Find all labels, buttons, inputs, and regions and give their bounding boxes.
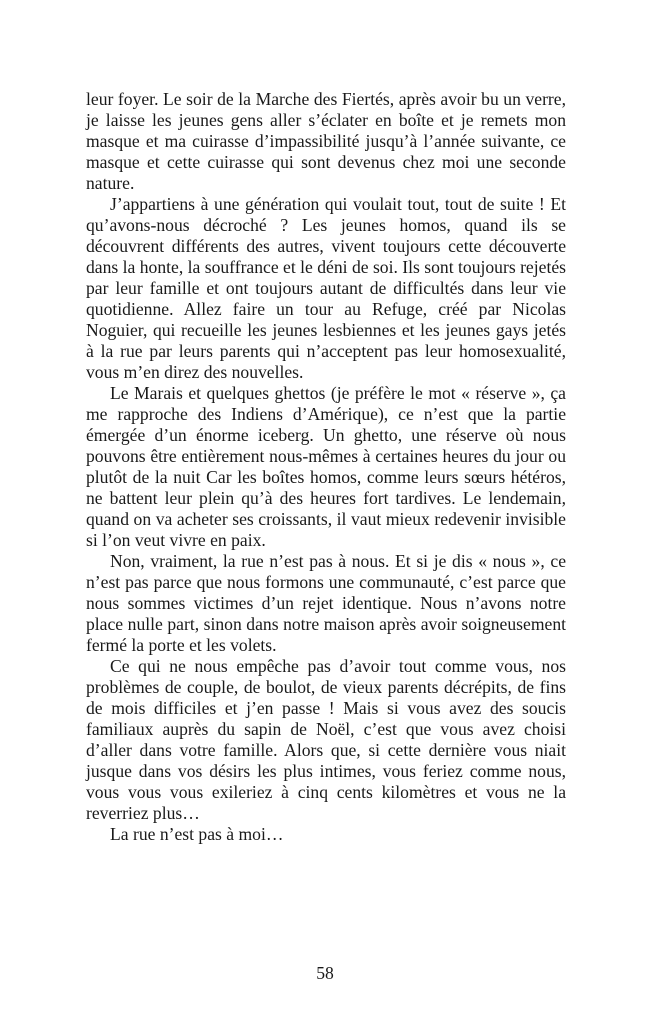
page-number: 58 (316, 963, 334, 983)
paragraph-6: La rue n’est pas à moi… (110, 824, 284, 844)
paragraph-5: Ce qui ne nous empêche pas d’avoir tout comme vous, nos problèmes de couple, de boulot, de vieux parents décrépits, de fins de mois difficiles et j’en passe ! Mais si vous avez des soucis familiaux auprès du sapin de Noël, c’est que vous avez choisi d’aller dans votre famille. Alors que, si cette dernière vous niait jusque dans vos désirs les plus intimes, vous feriez comme nous, vous vous vous exileriez à cinq cents kilomètres et vous ne la reverriez plus… (86, 656, 566, 823)
paragraph-2: J’appartiens à une génération qui voulait tout, tout de suite ! Et qu’avons-nous décroché ? Les jeunes homos, quand ils se découvrent différents des autres, vivent toujours cette découverte dans la honte, la souffrance et le déni de soi. Ils sont toujours rejetés par leur famille et ont toujours autant de difficultés dans leur vie quotidienne. Allez faire un tour au Refuge, créé par Nicolas Noguier, qui recueille les jeunes lesbiennes et les jeunes gays jetés à la rue par leurs parents qui n’acceptent pas leur homosexualité, vous m’en direz des nouvelles. (86, 194, 566, 382)
body-text (86, 89, 566, 845)
paragraph-4: Non, vraiment, la rue n’est pas à nous. Et si je dis « nous », ce n’est pas parce que nous formons une communauté, c’est parce que nous sommes victimes d’un rejet identique. Nous n’avons notre place nulle part, sinon dans notre maison après avoir soigneusement fermé la porte et les volets. (86, 551, 566, 655)
paragraph-1: leur foyer. Le soir de la Marche des Fiertés, après avoir bu un verre, je laisse les jeunes gens aller s’éclater en boîte et je remets mon masque et ma cuirasse d’impassibilité jusqu’à l’année suivante, ce masque et cette cuirasse qui sont devenus chez moi une seconde nature. (86, 89, 566, 193)
paragraph-3: Le Marais et quelques ghettos (je préfère le mot « réserve », ça me rapproche des Indiens d’Amérique), ce n’est que la partie émergée d’un énorme iceberg. Un ghetto, une réserve où nous pouvons être entièrement nous-mêmes à certaines heures du jour ou plutôt de la nuit Car les boîtes homos, comme leurs sœurs hétéros, ne battent leur plein qu’à des heures fort tardives. Le lendemain, quand on va acheter ses croissants, il vaut mieux redevenir invisible si l’on veut vivre en paix. (86, 383, 566, 550)
